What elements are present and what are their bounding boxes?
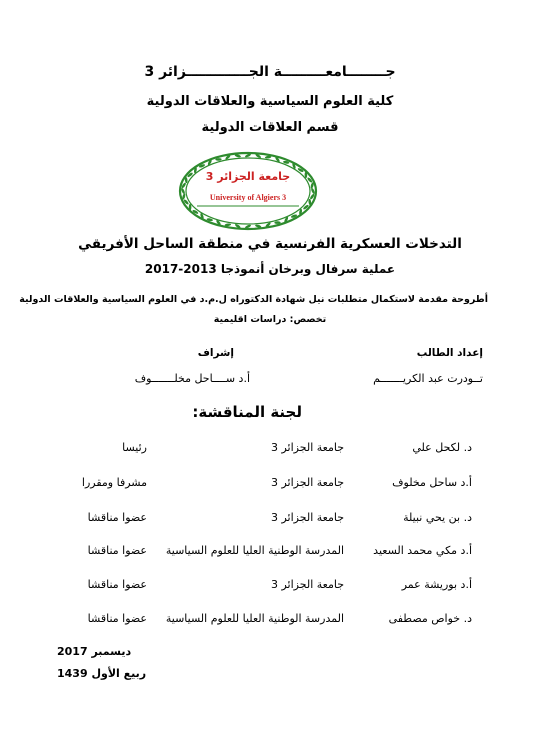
logo-english-text: University of Algiers 3	[209, 193, 287, 202]
jury-member-name: أ.د ساحل مخلوف	[392, 476, 472, 489]
jury-member-role: عضوا مناقشا	[87, 578, 147, 591]
jury-member-institution: المدرسة الوطنية العليا للعلوم السياسية	[165, 612, 344, 625]
jury-member-role: عضوا مناقشا	[87, 511, 147, 524]
laurel-leaf	[180, 188, 185, 195]
jury-member-name: د. بن يحي نبيلة	[403, 511, 472, 524]
specialization: تخصص: دراسات اقليمية	[213, 314, 327, 325]
student-label: إعداد الطالب	[416, 347, 483, 359]
faculty-name: كلية العلوم السياسية والعلاقات الدولية	[146, 94, 394, 109]
jury-member-role: مشرفا ومقررا	[81, 476, 147, 489]
laurel-leaf	[310, 188, 315, 195]
jury-member-institution: جامعة الجزائر 3	[270, 511, 344, 524]
supervisor-label: إشراف	[197, 347, 234, 359]
laurel-wreath	[180, 153, 316, 229]
jury-member-institution: جامعة الجزائر 3	[270, 476, 344, 489]
jury-member-name: د. خواص مصطفى	[388, 612, 472, 625]
university-name: جــــــــامعـــــــــة الجـــــــــــــزائر 3	[144, 64, 396, 80]
jury-member-role: عضوا مناقشا	[87, 544, 147, 557]
table-row	[0, 476, 540, 496]
table-row	[0, 511, 540, 531]
thesis-title: التدخلات العسكرية الفرنسية في منطقة الساحل الأفريقي	[78, 236, 462, 252]
date-gregorian: ديسمبر 2017	[57, 645, 132, 658]
jury-member-name: أ.د مكي محمد السعيد	[373, 544, 472, 557]
thesis-subtitle: عملية سرفال وبرخان أنموذجا 2013-2017	[144, 262, 396, 276]
supervisor-name: أ.د ســــاحل مخلـــــــوف	[134, 372, 250, 385]
jury-member-name: أ.د بوريشة عمر	[401, 578, 472, 591]
university-logo	[177, 150, 319, 232]
jury-member-role: عضوا مناقشا	[87, 612, 147, 625]
jury-member-institution: جامعة الجزائر 3	[270, 578, 344, 591]
table-row	[0, 578, 540, 598]
thesis-description: أطروحة مقدمة لاستكمال متطلبات نيل شهادة الدكتوراه ل.م.د في العلوم السياسية والعلاقات الدولية	[19, 294, 488, 305]
jury-member-institution: المدرسة الوطنية العليا للعلوم السياسية	[165, 544, 344, 557]
table-row	[0, 612, 540, 632]
jury-member-institution: جامعة الجزائر 3	[270, 441, 344, 454]
department-name: قسم العلاقات الدولية	[201, 120, 339, 135]
student-name: تــودرت عبد الكريـــــــم	[373, 372, 483, 385]
jury-member-role: رئيسا	[122, 441, 147, 454]
table-row	[0, 441, 540, 461]
table-row	[0, 544, 540, 564]
jury-member-name: د. لكحل علي	[412, 441, 472, 454]
logo-arabic-text: جامعة الجزائر 3	[205, 170, 291, 183]
date-hijri: ربيع الأول 1439	[57, 667, 147, 680]
jury-title: لجنة المناقشة:	[192, 403, 302, 421]
